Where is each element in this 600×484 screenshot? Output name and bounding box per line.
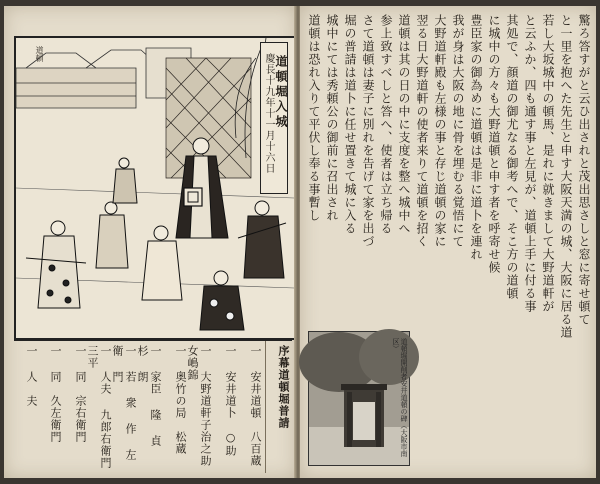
scene-title: 道頓堀入城 (274, 55, 288, 130)
text-column: 若し大坂城中の頓馬、是れに就きまして大野道軒が (541, 14, 555, 313)
text-column: と一里を抱へた先生と申す大阪天満の城、大阪に居る道 (559, 14, 573, 339)
text-column: 翌る日大野道軒の使者来りて道頓を招く (415, 14, 429, 248)
text-column: 道頓は恐れ入りて平伏し奉る事暫し (307, 14, 321, 222)
text-column: 大野道軒殿も左様の事と存じ道頓の家に (433, 14, 447, 248)
cast-divider (265, 341, 266, 473)
cast-line: 一 安井道卜 ○助 (224, 345, 237, 457)
cast-line: 一 若 衆 作 左 衛 門 (111, 345, 137, 461)
cast-line: 一 家臣 隆 貞 杉 朗 (136, 345, 162, 447)
text-column: 我が身は大阪の地に骨を埋むる覚悟にて (451, 14, 465, 248)
woodblock-illustration (14, 36, 296, 340)
text-column: 驚ろ答すがと云ひ出されと茂出思さしと窓に寄せ頓て (577, 14, 591, 326)
text-column: と云ふか、四も通す事と左見が、道頓上手に付る事 (523, 14, 537, 313)
sign-label: 道頓 (35, 46, 44, 62)
text-column: 城中にては秀頼公の御前に召出され (325, 14, 339, 222)
cast-line: 一 同 久左衛門 (49, 345, 62, 443)
text-column: 豊臣家の御為めに道頓は是非に道卜を連れ (469, 14, 483, 261)
photo-caption: 道頓堀開削者安井道頓の碑（大阪市南区） (392, 338, 408, 457)
right-page (300, 6, 596, 478)
cast-line: 一 人 夫 (25, 345, 38, 407)
left-page (4, 6, 296, 478)
cast-line: 一 安井道頓 八百蔵 (249, 345, 262, 467)
text-column: 参上致すべしと答へ、使者は立ち帰る (379, 14, 393, 235)
text-column: 道頓は其の日の中に支度を整へ城中へ (397, 14, 411, 235)
text-column: 堀の普請は道卜に任せ置きて城に入る (343, 14, 357, 235)
text-column: 其処で、顔道の御尤なる御考へで、そこ方の道頓 (505, 14, 519, 300)
date-caption: 慶長十九年十一月十六日 (263, 53, 274, 174)
cast-line: 一 同 宗右衛門 (74, 345, 87, 443)
cast-list (14, 340, 292, 479)
cast-line: 一 奥竹の局 松蔵 (174, 345, 187, 455)
text-column: さて道頓は妻子に別れを告げて家を出づ (361, 14, 375, 248)
text-column: に城中の方々も大野道頓と申す者を呼寄せ候 (487, 14, 501, 274)
cast-line: 一 人夫 九郎右衛門 三平 (86, 345, 112, 469)
illustration-drawing (16, 38, 294, 338)
cast-line: 一 大野道軒子治之助 女嶋錦 (186, 345, 212, 479)
cast-heading: 序幕道頓堀普請 (277, 345, 290, 429)
caption-box (260, 42, 288, 194)
